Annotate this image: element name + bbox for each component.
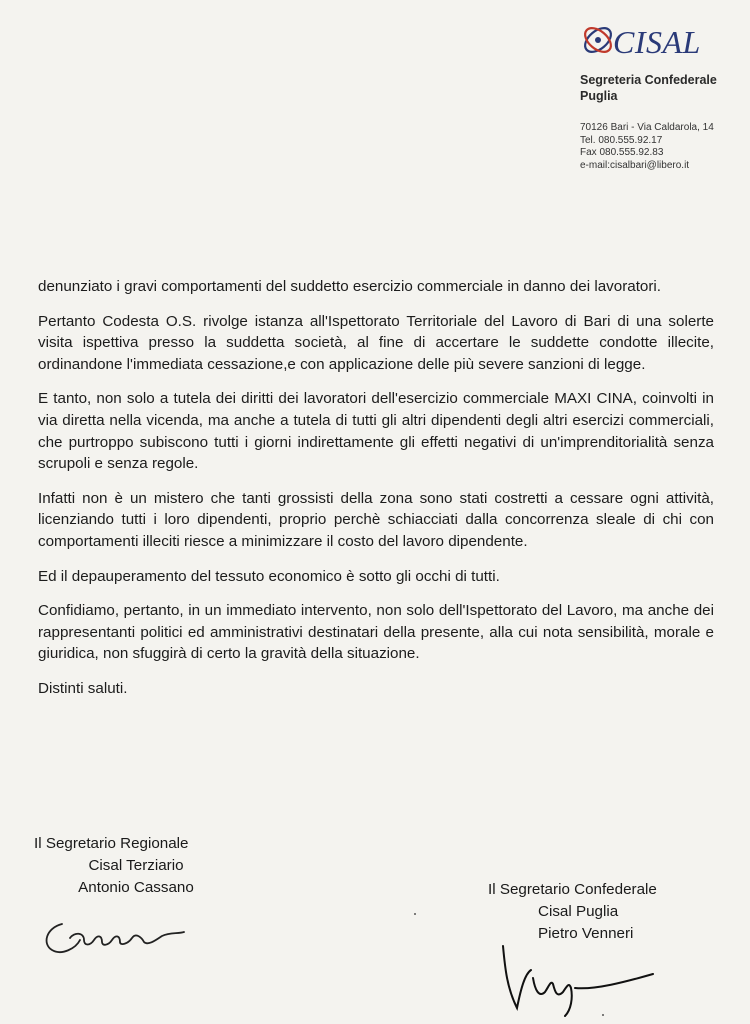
paragraph: Ed il depauperamento del tessuto economico è sotto gli occhi di tutti. [38,567,500,585]
signer-name: Antonio Cassano [78,879,194,896]
office-name [580,72,748,104]
signer-org: Cisal Puglia [538,903,619,920]
paper-speck [602,1014,604,1016]
tel-line: Tel. 080.555.92.17 [580,134,663,146]
signer-role: Il Segretario Confederale [488,881,657,898]
office-line-1: Segreteria Confederale [580,73,717,87]
cisal-logo [578,18,748,66]
paragraph: E tanto, non solo a tutela dei diritti dei lavoratori dell'esercizio commerciale MAXI CINA, coinvolti in via diretta nella vicenda, ma anche a tutela di tutti gli altri dipendenti degli altri esercizi commerciali, che purtroppo subiscono tutti i giorni indirettamente gli effetti negativi di un'imprenditorialità senza scrupoli e senza regole. [38,390,714,473]
paragraph: Pertanto Codesta O.S. rivolge istanza all'Ispettorato Territoriale del Lavoro di Bari di una solerte visita ispettiva presso la suddetta società, al fine di accertare le suddette condotte illecite, ordinandone l'immediata cessazione,e con applicazione delle più severe sanzioni di legge. [38,312,714,373]
handwritten-signature-left [40,910,190,960]
office-line-2: Puglia [580,89,618,103]
fax-line: Fax 080.555.92.83 [580,147,664,158]
email-line: e-mail:cisalbari@libero.it [580,159,690,171]
logo-wordmark: CISAL [613,24,701,60]
address-line: 70126 Bari - Via Caldarola, 14 [580,122,714,133]
paragraph: Infatti non è un mistero che tanti grossisti della zona sono stati costretti a cessare ogni attività, licenziando tutti i loro dipendenti, proprio perchè schiacciati dalla concorrenza sleale di chi con comportamenti illeciti riesce a minimizzare il costo del lavoro dipendente. [38,489,714,550]
letter-body [38,276,714,713]
paragraph: Confidiamo, pertanto, in un immediato intervento, non solo dell'Ispettorato del Lavoro, ma anche dei rappresentanti politici ed amministrativi destinatari della presente, alla cui nota sensibilità, morale e giuridica, non sfuggirà di certo la gravità della situazione. [38,602,714,663]
signer-role: Il Segretario Regionale [34,835,189,852]
signer-org: Cisal Terziario [88,857,184,874]
paragraph: denunziato i gravi comportamenti del suddetto esercizio commerciale in danno dei lavoratori. [38,278,662,295]
letterhead [578,18,748,172]
signature-block-right [488,879,708,945]
paper-speck [414,913,416,915]
signer-name: Pietro Venneri [538,925,634,942]
signature-block-left [36,833,236,899]
closing-salutation: Distinti saluti. [38,679,128,697]
contact-block [580,122,748,172]
handwritten-signature-right [495,938,655,1018]
